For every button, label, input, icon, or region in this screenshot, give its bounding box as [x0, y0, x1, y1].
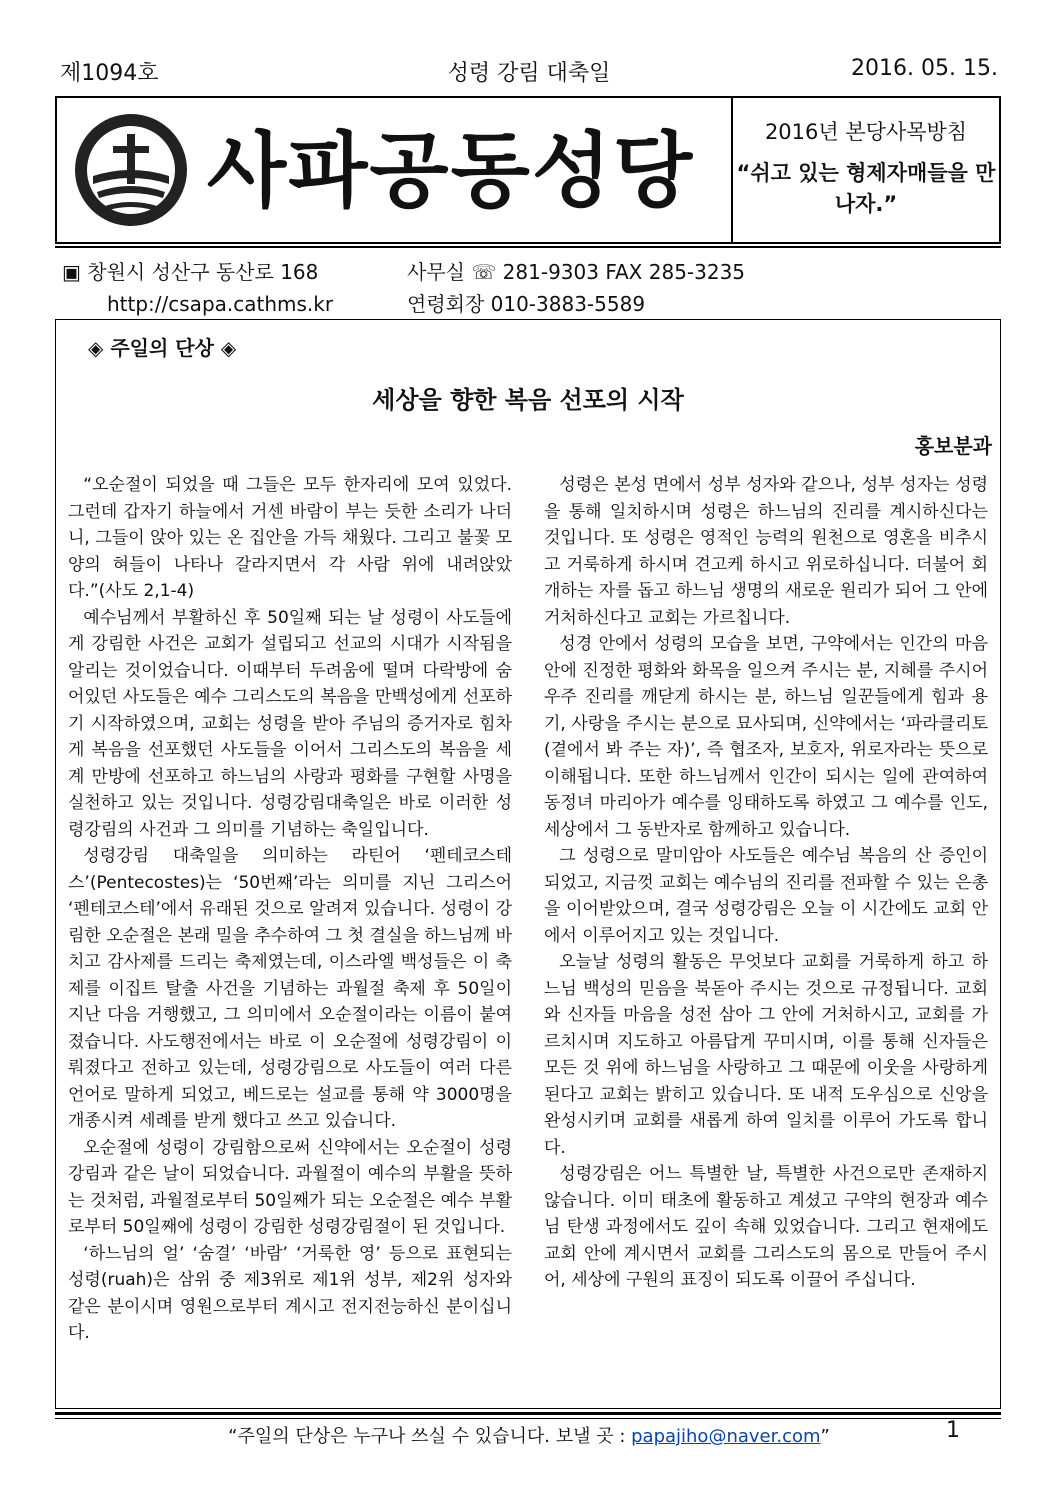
contact-info: [62, 256, 745, 320]
issue-date: 2016. 05. 15.: [851, 56, 998, 81]
footer-divider-thin: [55, 1418, 1001, 1419]
parish-name: 사파공동성당: [207, 123, 695, 219]
article-author: 홍보분과: [914, 434, 992, 458]
paragraph: “오순절이 되었을 때 그들은 모두 한자리에 모여 있었다. 그런데 갑자기 하늘에서 거센 바람이 부는 듯한 소리가 나더니, 그들이 앉아 있는 온 집안을 가득 채웠다. 그리고 불꽃 모양의 혀들이 나타나 갈라지면서 각 사람 위에 내려앉았다.”(사도 2,1-4): [68, 475, 512, 601]
footer-quote-end: ”: [820, 1426, 830, 1447]
left-column: [68, 472, 512, 1347]
paragraph: 그 성령으로 말미암아 사도들은 예수님 복음의 산 증인이 되었고, 지금껏 교회는 예수님의 진리를 전파할 수 있는 은총을 이어받았으며, 결국 성령강림은 오늘 이 시간에도 교회 안에서 이루어지고 있는 것입니다.: [544, 846, 988, 946]
article-columns: [68, 472, 988, 1347]
footer-note: [0, 1422, 1058, 1448]
section-label: ◈ 주일의 단상 ◈: [88, 336, 237, 360]
council-phone: 연령회장 010-3883-5589: [407, 292, 646, 316]
paragraph: 오순절에 성령이 강림함으로써 신약에서는 오순절이 성령강림과 같은 날이 되었습니다. 과월절이 예수의 부활을 뜻하는 것처럼, 과월절로부터 50일째가 되는 오순절은 예수 부활로부터 50일째에 성령이 강림한 성령강림절이 된 것입니다.: [68, 1137, 512, 1237]
policy-quote: “쉬고 있는 형제자매들을 만나자.”: [736, 161, 996, 216]
paragraph: 성경 안에서 성령의 모습을 보면, 구약에서는 인간의 마음 안에 진정한 평화와 화목을 일으켜 주시는 분, 지혜를 주시어 우주 진리를 깨닫게 하시는 분, 하느님 일꾼들에게 힘과 용기, 사랑을 주시는 분으로 묘사되며, 신약에서는 ‘파라클리토(곁에서 봐 주는 자)’, 즉 협조자, 보호자, 위로자라는 뜻으로 이해됩니다. 또한 하느님께서 인간이 되시는 일에 관여하여 동정녀 마리아가 예수를 잉태하도록 하였고 그 예수를 인도, 세상에서 그 동반자로 함께하고 있습니다.: [544, 634, 988, 840]
paragraph: 성령강림은 어느 특별한 날, 특별한 사건으로만 존재하지 않습니다. 이미 태초에 활동하고 계셨고 구약의 현장과 예수님 탄생 과정에서도 깊이 속해 있었습니다. 그리고 현재에도 교회 안에 계시면서 교회를 그리스도의 몸으로 만들어 주시어, 세상에 구원의 표징이 되도록 이끌어 주십니다.: [544, 1164, 988, 1290]
feast-name: 성령 강림 대축일: [447, 61, 611, 86]
paragraph: ‘하느님의 얼’ ‘숨결’ ‘바람’ ‘거룩한 영’ 등으로 표현되는 성령(ruah)은 삼위 중 제3위로 제1위 성부, 제2위 성자와 같은 분이시며 영원으로부터 계시고 전지전능하신 분이십니다.: [68, 1243, 512, 1343]
parish-logo-icon: [71, 110, 191, 230]
footer-text: “주일의 단상은 누구나 쓰실 수 있습니다. 보낼 곳 :: [228, 1426, 632, 1447]
pastoral-policy: [731, 98, 999, 242]
issue-number: 제1094호: [60, 61, 159, 86]
footer-divider: [55, 1412, 1001, 1415]
paragraph: 성령은 본성 면에서 성부 성자와 같으나, 성부 성자는 성령을 통해 일치하시며 성령은 하느님의 진리를 계시하신다는 것입니다. 또 성령은 영적인 능력의 원천으로 영혼을 비추시고 거룩하게 하시며 견고케 하시고 위로하십니다. 더불어 회개하는 자를 돕고 하느님 생명의 새로운 원리가 되어 그 안에 거처하신다고 교회는 가르칩니다.: [544, 475, 988, 628]
office-phone: 사무실 ☏ 281-9303 FAX 285-3235: [407, 260, 746, 284]
paragraph: 예수님께서 부활하신 후 50일째 되는 날 성령이 사도들에게 강림한 사건은 교회가 설립되고 선교의 시대가 시작됨을 알리는 것이었습니다. 이때부터 두려움에 떨며 다락방에 숨어있던 사도들은 예수 그리스도의 복음을 만백성에게 선포하기 시작하였으며, 교회는 성령을 받아 주님의 증거자로 힘차게 복음을 선포했던 사도들을 이어서 그리스도의 복음을 세계 만방에 선포하고 하느님의 사랑과 평화를 구현할 사명을 실천하고 있는 것입니다. 성령강림대축일은 바로 이러한 성령강림의 사건과 그 의미를 기념하는 축일입니다.: [68, 607, 512, 840]
masthead: [55, 96, 1001, 244]
email-link[interactable]: papajiho@naver.com: [631, 1426, 821, 1447]
right-column: [544, 472, 988, 1347]
paragraph: 오늘날 성령의 활동은 무엇보다 교회를 거룩하게 하고 하느님 백성의 믿음을 북돋아 주시는 것으로 규정됩니다. 교회와 신자들 마음을 성전 삼아 그 안에 거처하시고, 교회를 가르치시며 지도하고 아름답게 꾸미시며, 이를 통해 신자들은 모든 것 위에 하느님을 사랑하고 그 때문에 이웃을 사랑하게 된다고 교회는 밝히고 있습니다. 또 내적 도우심으로 신앙을 완성시키며 교회를 새롭게 하여 일치를 이루어 가도록 합니다.: [544, 952, 988, 1158]
address: ▣ 창원시 성산구 동산로 168: [62, 260, 319, 284]
policy-title: 2016년 본당사목방침: [764, 120, 968, 144]
page-number: 1: [946, 1418, 960, 1443]
article-box: [55, 319, 1001, 1409]
paragraph: 성령강림 대축일을 의미하는 라틴어 ‘펜테코스테스’(Pentecostes)는 ‘50번째’라는 의미를 지닌 그리스어 ‘펜테코스테’에서 유래된 것으로 알려져 있습니다. 성령이 강림한 오순절은 본래 밀을 추수하여 그 첫 결실을 하느님께 바치고 감사제를 드리는 축제였는데, 이스라엘 백성들은 이 축제를 이집트 탈출 사건을 기념하는 과월절 축제 후 50일이 지난 다음 거행했고, 그 의미에서 오순절이라는 이름이 붙여졌습니다. 사도행전에서는 바로 이 오순절에 성령강림이 이뤄졌다고 전하고 있는데, 성령강림으로 사도들이 여러 다른 언어로 말하게 되었고, 베드로는 설교를 통해 약 3000명을 개종시켜 세례를 받게 했다고 쓰고 있습니다.: [68, 846, 512, 1131]
header-line: [60, 56, 998, 87]
website-link[interactable]: http://csapa.cathms.kr: [107, 292, 334, 316]
article-title: 세상을 향한 복음 선포의 시작: [372, 386, 684, 414]
